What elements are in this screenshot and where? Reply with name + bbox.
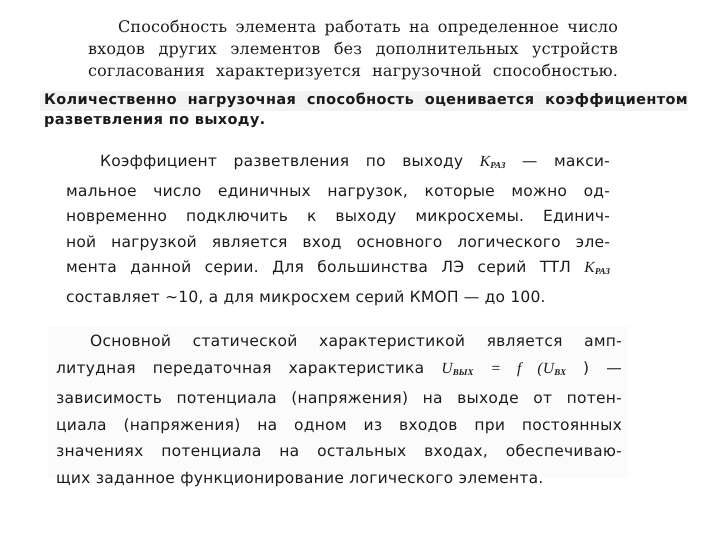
text-line: разветвления по выходу. <box>44 112 266 128</box>
text-line: Основной статической характеристикой является амп- <box>90 332 622 350</box>
paragraph-fanout-definition <box>66 149 610 310</box>
text-line: ной нагрузкой является вход основного логического эле- <box>66 232 610 251</box>
text-line <box>66 149 610 179</box>
text-line: новременно подключить к выходу микросхемы. Единич- <box>66 207 610 225</box>
text-line <box>56 355 622 386</box>
text-line: циала (напряжения) на одном из входов при постоянных <box>56 415 622 434</box>
text-fragment: мента данной серии. Для большинства ЛЭ серий ТТЛ <box>66 258 572 276</box>
paragraph-transfer-characteristic <box>56 328 622 491</box>
input-voltage-symbol: $U_{ВХ}$ <box>542 359 567 377</box>
paragraph-quantitative <box>44 90 688 130</box>
text-line: значениях потенциала на остальных входах, обеспечиваю- <box>56 442 622 460</box>
text-line: мальное число единичных нагрузок, которые можно од- <box>66 181 610 200</box>
function-notation: = f ( <box>490 359 543 377</box>
text-line: Количественно нагрузочная способность оценивается коэффициентом <box>44 92 688 108</box>
text-line: зависимость потенциала (напряжения) на выходе от потен- <box>56 389 622 407</box>
output-voltage-symbol: $U_{ВЫХ}$ <box>441 359 474 377</box>
text-line: составляет ~10, а для микросхем серий КМОП — до 100. <box>66 287 546 306</box>
text-line: щих заданное функционирование логического элемента. <box>56 468 544 487</box>
text-line: Способность элемента работать на определенное число <box>118 17 618 36</box>
text-fragment: — макси- <box>521 152 610 170</box>
text-line: согласования характеризуется нагрузочной способностью. <box>88 61 618 80</box>
text-fragment: ) — <box>583 358 622 377</box>
fanout-symbol: $K_{РАЗ}$ <box>479 153 506 170</box>
text-fragment: литудная передаточная характеристика <box>56 358 425 377</box>
text-line <box>66 255 610 285</box>
fanout-symbol: $K_{РАЗ}$ <box>584 259 610 276</box>
paragraph-load-capacity <box>88 16 618 82</box>
text-fragment: Коэффициент разветвления по выходу <box>100 152 464 170</box>
text-line: входов других элементов без дополнительных устройств <box>88 39 618 58</box>
